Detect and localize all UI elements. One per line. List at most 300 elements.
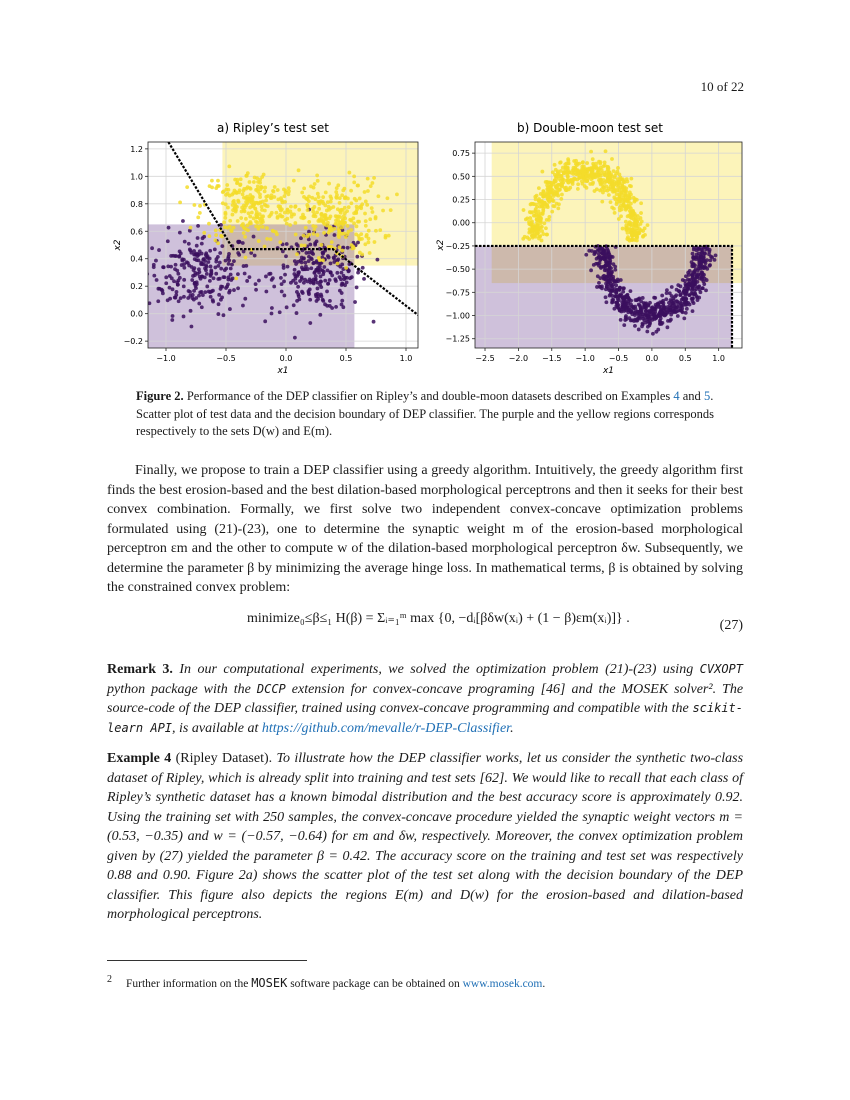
b-point-1-345 bbox=[610, 289, 614, 293]
a-point-1-439 bbox=[307, 220, 311, 224]
b-point-1-233 bbox=[648, 322, 652, 326]
b-point-0-629 bbox=[556, 183, 560, 187]
a-point-1-364 bbox=[326, 200, 330, 204]
a-point-0-471 bbox=[297, 297, 301, 301]
a-point-1-457 bbox=[286, 208, 290, 212]
remark-text-3: extension for convex-concave programing [46] and the MOSEK solver². The source-code of the DEP classifier, trained using convex-concave programming and compatible with the bbox=[107, 681, 744, 716]
b-point-0-514 bbox=[609, 200, 613, 204]
a-point-0-77 bbox=[195, 244, 199, 248]
a-point-1-220 bbox=[213, 238, 217, 242]
a-point-0-451 bbox=[376, 258, 380, 262]
a-point-0-37 bbox=[212, 276, 216, 280]
a-point-0-132 bbox=[200, 305, 204, 309]
a-point-1-96 bbox=[293, 221, 297, 225]
a-point-1-455 bbox=[351, 216, 355, 220]
b-point-0-681 bbox=[617, 182, 621, 186]
b-point-1-557 bbox=[691, 280, 695, 284]
a-point-1-83 bbox=[253, 176, 257, 180]
a-point-0-181 bbox=[161, 291, 165, 295]
b-point-1-626 bbox=[602, 253, 606, 257]
b-ytick-label-7: −1.00 bbox=[445, 311, 470, 321]
a-point-0-21 bbox=[189, 309, 193, 313]
a-point-0-460 bbox=[326, 282, 330, 286]
a-point-0-487 bbox=[296, 292, 300, 296]
b-point-0-671 bbox=[536, 226, 540, 230]
a-point-1-36 bbox=[227, 164, 231, 168]
a-point-0-238 bbox=[164, 281, 168, 285]
b-point-1-278 bbox=[653, 296, 657, 300]
b-point-1-528 bbox=[658, 319, 662, 323]
a-point-1-431 bbox=[306, 205, 310, 209]
a-point-1-295 bbox=[303, 244, 307, 248]
a-point-1-429 bbox=[314, 214, 318, 218]
a-point-0-224 bbox=[197, 270, 201, 274]
a-point-0-95 bbox=[182, 278, 186, 282]
a-point-1-473 bbox=[329, 197, 333, 201]
b-point-0-521 bbox=[559, 160, 563, 164]
b-point-1-671 bbox=[622, 307, 626, 311]
remark-text-1: In our computational experiments, we solved the optimization problem (21)-(23) using bbox=[179, 662, 694, 677]
b-point-0-614 bbox=[613, 176, 617, 180]
b-point-0-696 bbox=[554, 168, 558, 172]
a-point-0-182 bbox=[192, 298, 196, 302]
a-point-1-22 bbox=[234, 276, 238, 280]
b-point-1-543 bbox=[598, 255, 602, 259]
b-point-1-530 bbox=[664, 297, 668, 301]
a-point-0-239 bbox=[172, 279, 176, 283]
a-point-0-5 bbox=[143, 281, 147, 285]
a-point-0-145 bbox=[191, 293, 195, 297]
a-point-1-28 bbox=[193, 203, 197, 207]
a-point-1-477 bbox=[336, 214, 340, 218]
b-point-0-351 bbox=[640, 219, 644, 223]
a-point-1-374 bbox=[317, 195, 321, 199]
a-point-0-57 bbox=[216, 264, 220, 268]
a-point-1-241 bbox=[273, 185, 277, 189]
a-point-0-54 bbox=[203, 290, 207, 294]
a-point-0-314 bbox=[372, 320, 376, 324]
a-point-0-201 bbox=[230, 263, 234, 267]
a-point-0-243 bbox=[182, 315, 186, 319]
a-point-0-385 bbox=[343, 283, 347, 287]
a-point-0-495 bbox=[328, 304, 332, 308]
ripley-scatter-plot bbox=[110, 142, 418, 376]
b-point-0-535 bbox=[620, 191, 624, 195]
a-point-1-88 bbox=[270, 211, 274, 215]
b-point-1-636 bbox=[618, 308, 622, 312]
b-point-0-127 bbox=[576, 187, 580, 191]
b-point-0-590 bbox=[612, 196, 616, 200]
a-point-0-147 bbox=[174, 296, 178, 300]
page-number: 10 of 22 bbox=[700, 79, 744, 94]
b-ytick-label-6: −0.75 bbox=[445, 288, 470, 298]
equation-body: minimize₀≤β≤₁ H(β) = Σᵢ₌₁ᵐ max {0, −dᵢ[βδw(xᵢ) + (1 − β)εm(xᵢ)]} . bbox=[247, 611, 630, 626]
a-point-0-498 bbox=[303, 278, 307, 282]
a-point-0-246 bbox=[175, 290, 179, 294]
a-point-0-240 bbox=[160, 288, 164, 292]
b-point-1-620 bbox=[614, 284, 618, 288]
a-point-0-442 bbox=[293, 259, 297, 263]
a-point-0-310 bbox=[362, 277, 366, 281]
b-point-1-648 bbox=[654, 305, 658, 309]
a-point-1-404 bbox=[329, 214, 333, 218]
b-point-0-597 bbox=[545, 218, 549, 222]
a-point-1-499 bbox=[323, 203, 327, 207]
b-point-1-675 bbox=[692, 248, 696, 252]
a-point-1-328 bbox=[366, 189, 370, 193]
b-point-0-548 bbox=[624, 220, 628, 224]
a-point-0-204 bbox=[150, 246, 154, 250]
a-xtick-label-4: 1.0 bbox=[399, 354, 413, 363]
b-point-0-567 bbox=[591, 157, 595, 161]
a-point-0-191 bbox=[162, 265, 166, 269]
b-point-1-681 bbox=[615, 289, 619, 293]
b-point-1-678 bbox=[670, 294, 674, 298]
b-point-1-691 bbox=[639, 299, 643, 303]
remark-text-5: . bbox=[510, 720, 514, 736]
b-point-0-217 bbox=[589, 150, 593, 154]
a-point-0-72 bbox=[181, 219, 185, 223]
a-point-0-289 bbox=[295, 311, 299, 315]
a-point-0-214 bbox=[207, 290, 211, 294]
a-point-0-244 bbox=[121, 266, 125, 270]
b-point-0-500 bbox=[615, 192, 619, 196]
b-point-0-499 bbox=[638, 227, 642, 231]
a-point-0-101 bbox=[200, 242, 204, 246]
a-point-1-498 bbox=[327, 224, 331, 228]
a-point-0-242 bbox=[220, 296, 224, 300]
a-point-1-394 bbox=[312, 186, 316, 190]
b-ytick-label-0: 0.75 bbox=[452, 149, 470, 159]
b-point-0-659 bbox=[531, 225, 535, 229]
a-point-1-91 bbox=[198, 204, 202, 208]
a-point-0-50 bbox=[182, 295, 186, 299]
a-point-0-253 bbox=[308, 298, 312, 302]
github-link[interactable]: https://github.com/mevalle/r-DEP-Classifier bbox=[261, 720, 511, 736]
b-point-0-660 bbox=[540, 204, 544, 208]
a-point-0-459 bbox=[295, 274, 299, 278]
b-point-1-608 bbox=[684, 291, 688, 295]
code-scikit-learn: scikit-learn API bbox=[107, 701, 744, 735]
a-point-1-463 bbox=[340, 249, 344, 253]
a-point-1-230 bbox=[235, 181, 239, 185]
b-plot-area bbox=[475, 142, 742, 348]
a-point-1-458 bbox=[306, 208, 310, 212]
a-point-1-411 bbox=[365, 233, 369, 237]
b-point-1-133 bbox=[691, 309, 695, 313]
a-point-0-138 bbox=[218, 261, 222, 265]
caption-ref-example-5[interactable]: 5 bbox=[703, 389, 711, 403]
b-point-0-197 bbox=[617, 217, 621, 221]
a-point-1-327 bbox=[316, 233, 320, 237]
b-point-0-593 bbox=[565, 188, 569, 192]
a-point-1-385 bbox=[343, 216, 347, 220]
a-point-0-78 bbox=[183, 240, 187, 244]
a-point-1-192 bbox=[196, 215, 200, 219]
a-point-0-60 bbox=[216, 255, 220, 259]
mosek-link[interactable]: www.mosek.com bbox=[462, 978, 543, 990]
a-point-1-113 bbox=[241, 222, 245, 226]
b-point-0-698 bbox=[626, 206, 630, 210]
a-point-1-172 bbox=[242, 204, 246, 208]
b-xtick-label-7: 1.0 bbox=[712, 354, 726, 363]
a-point-0-217 bbox=[219, 287, 223, 291]
b-point-1-654 bbox=[646, 304, 650, 308]
a-point-1-75 bbox=[248, 180, 252, 184]
a-point-1-224 bbox=[247, 197, 251, 201]
b-point-0-390 bbox=[556, 206, 560, 210]
a-point-1-487 bbox=[346, 197, 350, 201]
a-point-0-167 bbox=[236, 240, 240, 244]
a-point-1-380 bbox=[352, 180, 356, 184]
a-point-1-271 bbox=[321, 195, 325, 199]
a-point-1-319 bbox=[378, 228, 382, 232]
b-point-1-664 bbox=[660, 310, 664, 314]
b-point-0-665 bbox=[594, 173, 598, 177]
a-point-1-217 bbox=[221, 190, 225, 194]
b-point-0-639 bbox=[591, 182, 595, 186]
a-point-1-444 bbox=[312, 232, 316, 236]
a-point-1-222 bbox=[259, 221, 263, 225]
b-point-0-149 bbox=[538, 234, 542, 238]
example-title: (Ripley Dataset). bbox=[175, 751, 273, 766]
a-point-0-226 bbox=[202, 257, 206, 261]
a-point-1-334 bbox=[334, 222, 338, 226]
b-ylabel: x2 bbox=[436, 239, 446, 251]
a-point-1-362 bbox=[334, 218, 338, 222]
b-point-1-698 bbox=[700, 271, 704, 275]
a-point-1-470 bbox=[384, 236, 388, 240]
a-point-0-103 bbox=[168, 286, 172, 290]
b-point-0-601 bbox=[580, 179, 584, 183]
a-point-0-98 bbox=[167, 226, 171, 230]
figure-2 bbox=[110, 118, 750, 380]
a-point-0-403 bbox=[332, 256, 336, 260]
b-point-1-330 bbox=[688, 269, 692, 273]
a-point-0-235 bbox=[205, 285, 209, 289]
a-point-0-31 bbox=[155, 278, 159, 282]
b-point-0-654 bbox=[626, 231, 630, 235]
a-point-0-250 bbox=[325, 290, 329, 294]
b-point-0-616 bbox=[539, 217, 543, 221]
b-point-0-612 bbox=[533, 234, 537, 238]
b-point-0-296 bbox=[646, 223, 650, 227]
a-point-0-139 bbox=[192, 249, 196, 253]
a-point-0-4 bbox=[209, 265, 213, 269]
a-point-0-248 bbox=[227, 275, 231, 279]
remark-label: Remark 3. bbox=[107, 662, 173, 677]
b-point-1-119 bbox=[682, 316, 686, 320]
a-point-0-329 bbox=[270, 306, 274, 310]
b-point-1-510 bbox=[621, 286, 625, 290]
b-point-1-397 bbox=[609, 292, 613, 296]
a-xtick-label-0: −1.0 bbox=[156, 354, 176, 363]
a-point-0-229 bbox=[177, 255, 181, 259]
b-point-0-489 bbox=[643, 226, 647, 230]
a-point-1-240 bbox=[258, 187, 262, 191]
b-point-1-512 bbox=[666, 319, 670, 323]
b-point-1-538 bbox=[708, 263, 712, 267]
a-point-1-381 bbox=[313, 197, 317, 201]
a-point-0-70 bbox=[182, 284, 186, 288]
a-point-0-59 bbox=[197, 302, 201, 306]
b-point-1-676 bbox=[634, 298, 638, 302]
a-ytick-label-3: 0.4 bbox=[130, 254, 143, 264]
a-point-0-262 bbox=[293, 336, 297, 340]
a-point-1-98 bbox=[198, 211, 202, 215]
b-point-1-689 bbox=[701, 266, 705, 270]
a-plot-area bbox=[110, 142, 418, 348]
a-point-1-55 bbox=[288, 223, 292, 227]
a-point-1-406 bbox=[312, 228, 316, 232]
a-point-0-457 bbox=[318, 283, 322, 287]
a-point-0-221 bbox=[241, 304, 245, 308]
b-point-1-577 bbox=[678, 293, 682, 297]
b-point-1-610 bbox=[603, 267, 607, 271]
b-point-0-107 bbox=[550, 210, 554, 214]
caption-ref-example-4[interactable]: 4 bbox=[673, 389, 680, 403]
a-point-1-190 bbox=[287, 186, 291, 190]
a-point-1-27 bbox=[248, 215, 252, 219]
b-point-1-558 bbox=[627, 301, 631, 305]
a-point-0-475 bbox=[319, 293, 323, 297]
a-point-1-123 bbox=[289, 205, 293, 209]
b-point-1-248 bbox=[592, 263, 596, 267]
a-point-1-275 bbox=[374, 229, 378, 233]
a-point-0-211 bbox=[226, 256, 230, 260]
a-point-0-24 bbox=[154, 259, 158, 263]
a-point-1-465 bbox=[317, 207, 321, 211]
b-point-1-613 bbox=[697, 284, 701, 288]
a-point-1-459 bbox=[344, 235, 348, 239]
a-ytick-label-2: 0.2 bbox=[130, 282, 143, 292]
a-point-0-326 bbox=[315, 240, 319, 244]
b-point-0-41 bbox=[560, 193, 564, 197]
a-point-0-393 bbox=[346, 246, 350, 250]
b-point-0-682 bbox=[593, 166, 597, 170]
a-point-0-79 bbox=[254, 282, 258, 286]
b-point-1-551 bbox=[685, 307, 689, 311]
a-point-1-153 bbox=[227, 188, 231, 192]
b-point-1-688 bbox=[678, 304, 682, 308]
remark-3 bbox=[107, 660, 743, 738]
a-point-1-361 bbox=[320, 243, 324, 247]
b-point-0-641 bbox=[572, 166, 576, 170]
a-point-1-484 bbox=[301, 216, 305, 220]
a-point-1-414 bbox=[359, 204, 363, 208]
a-point-1-52 bbox=[231, 213, 235, 217]
b-point-1-347 bbox=[618, 286, 622, 290]
a-point-0-299 bbox=[340, 299, 344, 303]
a-point-1-466 bbox=[371, 210, 375, 214]
a-point-1-131 bbox=[228, 219, 232, 223]
footnote-marker: 2 bbox=[107, 974, 112, 985]
a-xtick-label-2: 0.0 bbox=[279, 354, 293, 363]
a-point-0-119 bbox=[231, 276, 235, 280]
a-point-1-395 bbox=[345, 209, 349, 213]
b-point-0-482 bbox=[563, 163, 567, 167]
a-point-1-87 bbox=[239, 177, 243, 181]
a-point-0-144 bbox=[227, 262, 231, 266]
b-point-1-656 bbox=[674, 293, 678, 297]
footnote-text-2: software package can be obtained on bbox=[290, 978, 460, 990]
b-point-0-592 bbox=[557, 188, 561, 192]
a-point-0-225 bbox=[204, 253, 208, 257]
a-point-0-427 bbox=[314, 277, 318, 281]
b-point-0-684 bbox=[629, 223, 633, 227]
a-point-1-205 bbox=[252, 216, 256, 220]
a-point-1-375 bbox=[316, 179, 320, 183]
a-point-0-178 bbox=[216, 277, 220, 281]
a-point-1-207 bbox=[216, 179, 220, 183]
a-xtick-label-3: 0.5 bbox=[339, 354, 353, 363]
b-point-0-559 bbox=[594, 162, 598, 166]
a-point-1-287 bbox=[355, 224, 359, 228]
a-point-1-178 bbox=[253, 206, 257, 210]
b-point-1-661 bbox=[627, 297, 631, 301]
a-point-1-471 bbox=[315, 174, 319, 178]
a-point-0-43 bbox=[241, 241, 245, 245]
a-point-1-258 bbox=[334, 190, 338, 194]
a-xtick-label-1: −0.5 bbox=[216, 354, 236, 363]
a-point-0-89 bbox=[196, 236, 200, 240]
a-point-1-174 bbox=[246, 171, 250, 175]
b-point-1-651 bbox=[632, 305, 636, 309]
a-point-1-242 bbox=[223, 216, 227, 220]
a-point-1-126 bbox=[267, 214, 271, 218]
b-point-1-632 bbox=[683, 297, 687, 301]
example-4 bbox=[107, 749, 743, 925]
b-point-1-479 bbox=[670, 285, 674, 289]
a-point-1-259 bbox=[381, 209, 385, 213]
b-ytick-label-1: 0.50 bbox=[452, 172, 470, 182]
b-point-0-465 bbox=[616, 166, 620, 170]
a-point-0-461 bbox=[292, 303, 296, 307]
b-point-1-693 bbox=[605, 284, 609, 288]
b-point-0-647 bbox=[530, 210, 534, 214]
b-point-1-461 bbox=[654, 330, 658, 334]
a-point-1-272 bbox=[370, 206, 374, 210]
b-point-0-670 bbox=[641, 235, 645, 239]
a-point-0-209 bbox=[245, 279, 249, 283]
b-point-1-226 bbox=[713, 258, 717, 262]
a-point-0-331 bbox=[308, 288, 312, 292]
b-xtick-label-1: −2.0 bbox=[508, 354, 529, 363]
b-point-0-309 bbox=[571, 172, 575, 176]
b-point-0-169 bbox=[542, 221, 546, 225]
a-point-0-388 bbox=[319, 280, 323, 284]
b-point-0-637 bbox=[591, 173, 595, 177]
a-point-1-495 bbox=[340, 226, 344, 230]
a-point-1-321 bbox=[367, 237, 371, 241]
b-point-0-644 bbox=[618, 173, 622, 177]
b-point-0-375 bbox=[639, 201, 643, 205]
a-point-1-263 bbox=[364, 224, 368, 228]
a-point-1-247 bbox=[241, 192, 245, 196]
a-point-1-356 bbox=[365, 203, 369, 207]
b-point-0-613 bbox=[541, 200, 545, 204]
b-point-0-391 bbox=[522, 208, 526, 212]
b-point-1-699 bbox=[641, 315, 645, 319]
a-point-1-57 bbox=[265, 226, 269, 230]
b-point-0-680 bbox=[608, 175, 612, 179]
caption-text-1: Performance of the DEP classifier on Ripley’s and double-moon datasets described on Examples bbox=[186, 389, 671, 403]
code-cvxopt: CVXOPT bbox=[699, 662, 744, 676]
b-point-0-598 bbox=[547, 199, 551, 203]
b-point-0-650 bbox=[527, 222, 531, 226]
a-point-0-249 bbox=[242, 264, 246, 268]
a-point-1-372 bbox=[282, 187, 286, 191]
